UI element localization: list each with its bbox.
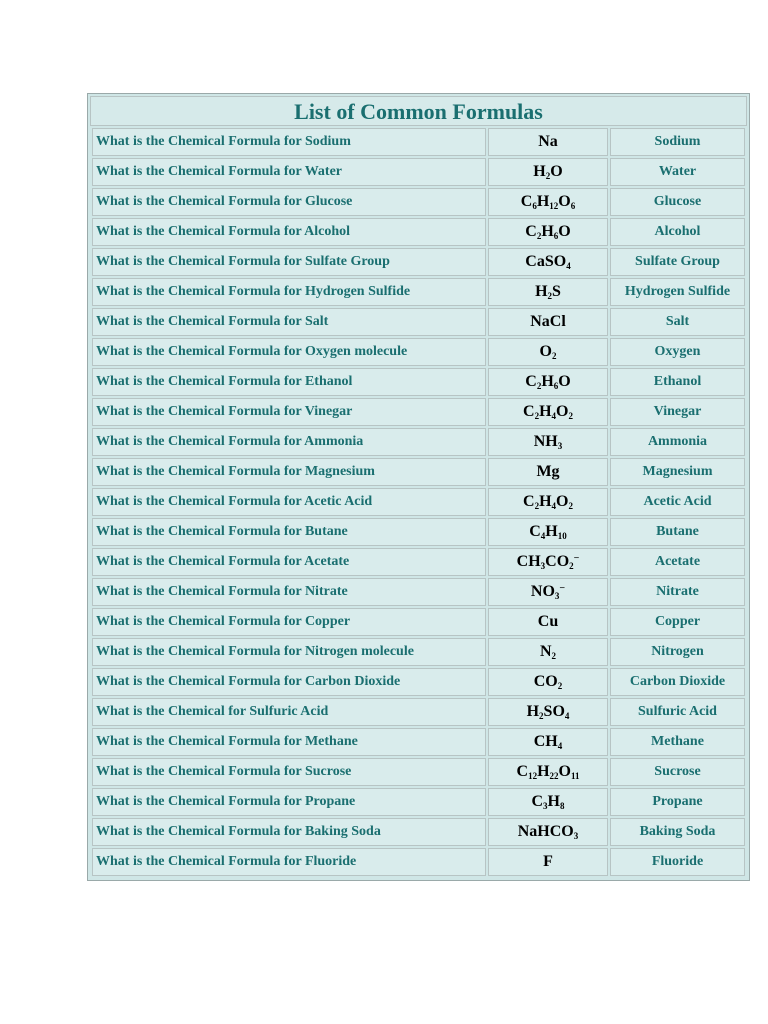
formula-text: H [539,403,552,420]
question-cell: What is the Chemical for Sulfuric Acid [92,698,486,726]
formula-cell [488,368,608,396]
compound-name-cell: Alcohol [610,218,745,246]
formula-text: F [543,853,553,870]
compound-name-cell: Sodium [610,128,745,156]
formula-subscript: 2 [539,711,544,721]
formula-subscript: 2 [569,561,574,571]
formula-text: NO [530,583,555,600]
formula-text: C [531,793,544,810]
question-cell: What is the Chemical Formula for Nitrate [92,578,486,606]
compound-name-cell: Nitrate [610,578,745,606]
formula-text: O [558,193,571,210]
question-cell: What is the Chemical Formula for Carbon Dioxide [92,668,486,696]
formula-cell [488,818,608,846]
question-cell: What is the Chemical Formula for Acetic Acid [92,488,486,516]
formula-subscript: 3 [573,831,579,841]
formula-text: O [558,373,571,390]
formula-subscript: 2 [545,171,551,181]
question-cell: What is the Chemical Formula for Methane [92,728,486,756]
compound-name-cell: Water [610,158,745,186]
formula-cell [488,698,608,726]
formula-cell [488,638,608,666]
formula-text: O [558,763,571,780]
formula-text: H [535,283,548,300]
formula-text: O [558,223,571,240]
table-row [92,728,745,756]
formula-cell [488,518,608,546]
question-cell: What is the Chemical Formula for Vinegar [92,398,486,426]
formula-subscript: 3 [543,801,548,811]
table-row [92,608,745,636]
formula-text: H [545,523,558,540]
compound-name-cell: Sulfuric Acid [610,698,745,726]
question-cell: What is the Chemical Formula for Butane [92,518,486,546]
table-row [92,578,745,606]
formula-subscript: 22 [549,771,559,781]
compound-name-cell: Acetic Acid [610,488,745,516]
formula-subscript: 3 [557,441,563,451]
formula-text: H [539,493,552,510]
table-row [92,128,745,156]
formula-cell [488,218,608,246]
question-cell: What is the Chemical Formula for Hydrogen Sulfide [92,278,486,306]
table-row [92,458,745,486]
compound-name-cell: Ammonia [610,428,745,456]
formula-subscript: 4 [551,501,557,511]
formula-subscript: 2 [568,411,573,421]
question-cell: What is the Chemical Formula for Magnesium [92,458,486,486]
formula-text: O [550,163,563,180]
compound-name-cell: Oxygen [610,338,745,366]
formula-text: CaSO [525,253,567,270]
formula-cell [488,398,608,426]
formula-cell [488,188,608,216]
table-row [92,488,745,516]
formula-subscript: 4 [557,741,563,751]
table-row [92,368,745,396]
compound-name-cell: Vinegar [610,398,745,426]
formula-table-body [92,128,745,876]
formula-subscript: 3 [554,591,560,601]
compound-name-cell: Butane [610,518,745,546]
question-cell: What is the Chemical Formula for Salt [92,308,486,336]
formula-text: NH [533,433,558,450]
formula-cell [488,428,608,456]
formula-cell [488,788,608,816]
formula-list-document [87,93,750,881]
formula-subscript: 2 [551,651,557,661]
formula-cell [488,308,608,336]
formula-subscript: 2 [536,381,542,391]
question-cell: What is the Chemical Formula for Baking Soda [92,818,486,846]
formula-text: H [526,703,540,720]
formula-text: CO [545,553,570,570]
formula-cell [488,548,608,576]
formula-cell [488,458,608,486]
formula-subscript: 10 [557,531,567,541]
formula-text: CH [516,553,541,570]
formula-text: C [523,493,535,510]
compound-name-cell: Salt [610,308,745,336]
formula-subscript: 2 [534,411,540,421]
formula-superscript: − [573,553,580,564]
formula-cell [488,758,608,786]
formula-subscript: 2 [534,501,540,511]
formula-cell [488,608,608,636]
formula-cell [488,578,608,606]
formula-cell [488,158,608,186]
formula-cell [488,488,608,516]
table-row [92,848,745,876]
formula-text: H [533,163,546,180]
compound-name-cell: Propane [610,788,745,816]
formula-subscript: 12 [528,771,538,781]
formula-subscript: 12 [549,201,559,211]
formula-subscript: 4 [564,711,570,721]
formula-text: C [523,403,535,420]
table-row [92,188,745,216]
compound-name-cell: Carbon Dioxide [610,668,745,696]
formula-text: O [539,343,552,360]
formula-cell [488,668,608,696]
formula-text: H [541,373,554,390]
formula-text: S [552,283,561,300]
formula-text: SO [543,703,565,720]
formula-cell [488,128,608,156]
formula-subscript: 11 [570,771,580,781]
formula-subscript: 8 [560,801,565,811]
formula-subscript: 4 [566,261,571,271]
compound-name-cell: Sucrose [610,758,745,786]
table-row [92,548,745,576]
table-row [92,788,745,816]
question-cell: What is the Chemical Formula for Glucose [92,188,486,216]
formula-cell [488,338,608,366]
compound-name-cell: Glucose [610,188,745,216]
formula-subscript: 4 [540,531,546,541]
table-row [92,398,745,426]
formula-text: Na [538,133,558,150]
question-cell: What is the Chemical Formula for Sulfate Group [92,248,486,276]
table-row [92,278,745,306]
question-cell: What is the Chemical Formula for Alcohol [92,218,486,246]
formula-subscript: 3 [540,561,546,571]
formula-text: O [556,493,569,510]
formula-text: H [541,223,554,240]
formula-text: C [525,373,537,390]
compound-name-cell: Sulfate Group [610,248,745,276]
formula-subscript: 2 [547,291,553,301]
table-row [92,758,745,786]
table-row [92,638,745,666]
compound-name-cell: Fluoride [610,848,745,876]
question-cell: What is the Chemical Formula for Oxygen molecule [92,338,486,366]
formula-cell [488,728,608,756]
formula-text: Cu [537,613,559,630]
table-row [92,668,745,696]
formula-text: H [547,793,560,810]
formula-subscript: 6 [553,381,559,391]
formula-text: C [520,193,533,210]
question-cell: What is the Chemical Formula for Copper [92,608,486,636]
compound-name-cell: Ethanol [610,368,745,396]
compound-name-cell: Acetate [610,548,745,576]
formula-text: C [525,223,537,240]
table-row [92,308,745,336]
compound-name-cell: Copper [610,608,745,636]
question-cell: What is the Chemical Formula for Ethanol [92,368,486,396]
formula-subscript: 2 [568,501,573,511]
compound-name-cell: Methane [610,728,745,756]
formula-text: N [539,643,552,660]
page-title: List of Common Formulas [90,96,747,126]
table-row [92,428,745,456]
formula-text: C [516,763,529,780]
table-row [92,218,745,246]
formula-cell [488,848,608,876]
formula-text: NaHCO [517,823,574,840]
formula-table [90,126,747,878]
formula-superscript: − [559,583,566,594]
compound-name-cell: Baking Soda [610,818,745,846]
question-cell: What is the Chemical Formula for Acetate [92,548,486,576]
formula-text: CO [533,673,558,690]
table-row [92,698,745,726]
formula-text: CH [533,733,558,750]
formula-text: Mg [536,463,560,480]
question-cell: What is the Chemical Formula for Sucrose [92,758,486,786]
table-row [92,338,745,366]
table-row [92,518,745,546]
table-row [92,158,745,186]
question-cell: What is the Chemical Formula for Fluoride [92,848,486,876]
question-cell: What is the Chemical Formula for Nitrogen molecule [92,638,486,666]
formula-subscript: 6 [553,231,559,241]
formula-cell [488,248,608,276]
formula-subscript: 6 [532,201,537,211]
formula-cell [488,278,608,306]
formula-text: H [537,763,550,780]
question-cell: What is the Chemical Formula for Sodium [92,128,486,156]
formula-subscript: 6 [570,201,576,211]
question-cell: What is the Chemical Formula for Water [92,158,486,186]
table-row [92,818,745,846]
question-cell: What is the Chemical Formula for Propane [92,788,486,816]
compound-name-cell: Magnesium [610,458,745,486]
table-row [92,248,745,276]
question-cell: What is the Chemical Formula for Ammonia [92,428,486,456]
formula-subscript: 2 [536,231,542,241]
formula-subscript: 2 [557,681,563,691]
formula-subscript: 4 [551,411,557,421]
formula-text: C [529,523,541,540]
compound-name-cell: Nitrogen [610,638,745,666]
compound-name-cell: Hydrogen Sulfide [610,278,745,306]
formula-text: NaCl [530,313,566,330]
formula-subscript: 2 [551,351,557,361]
formula-text: H [536,193,550,210]
formula-text: O [556,403,569,420]
